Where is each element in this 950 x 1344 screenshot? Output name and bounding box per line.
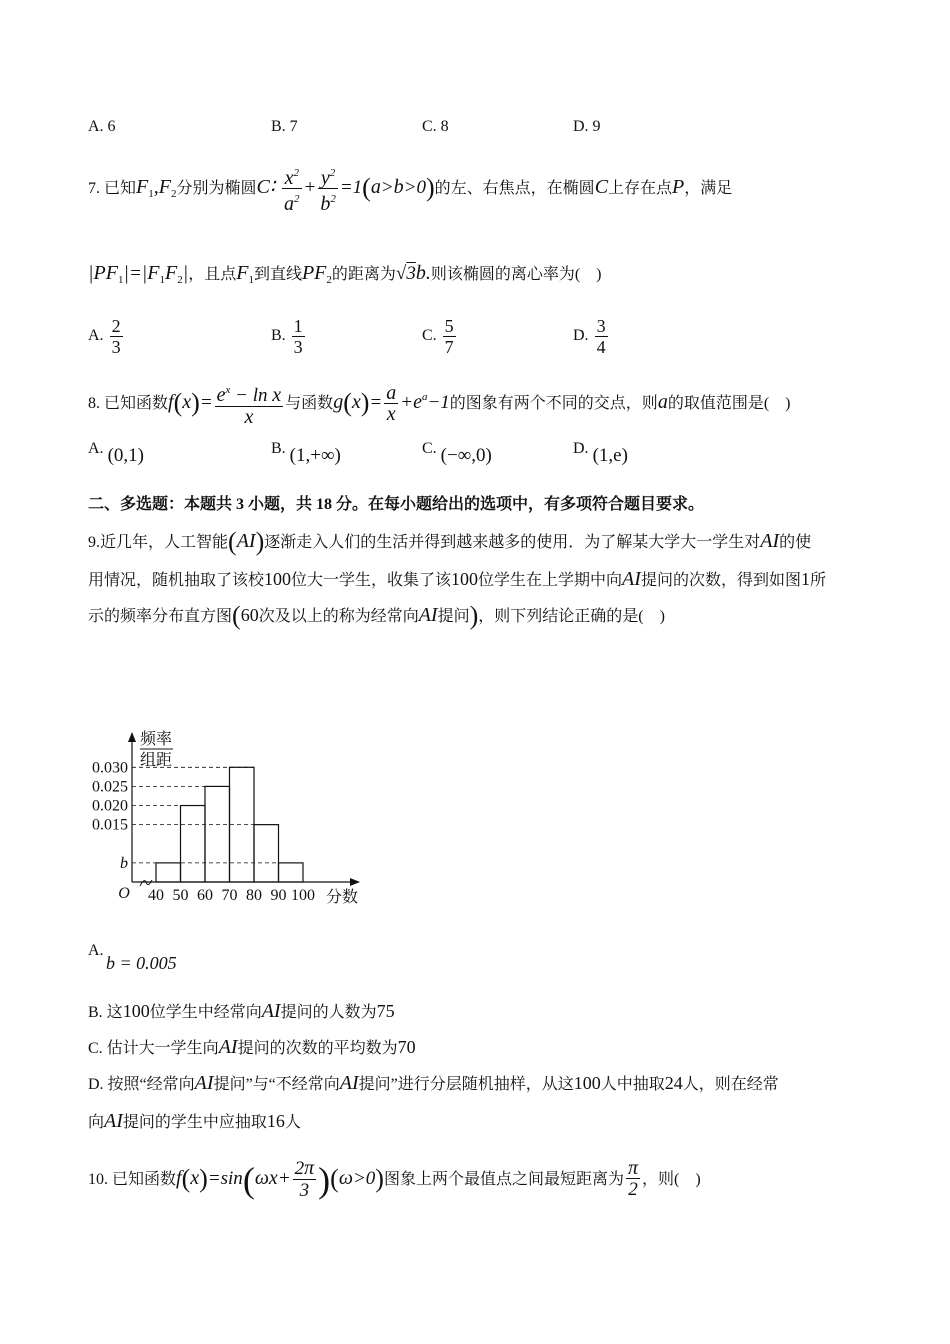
q9-ai: AI	[622, 568, 641, 590]
q9-ai: AI	[194, 1072, 214, 1094]
q7-text: 到直线	[253, 266, 302, 283]
q6-option-a[interactable]	[88, 116, 116, 138]
x-tick-label: 90	[270, 887, 287, 904]
q9-option-d-n16: 16	[266, 1111, 285, 1131]
q9-text: 逐渐走入人们的生活并得到越来越多的使用．为了解某大学大一学生对	[264, 534, 761, 551]
q9-text: 所	[809, 572, 826, 589]
q9-option-a[interactable]	[88, 940, 104, 972]
q7-option-b-den: 3	[293, 337, 303, 357]
axis-break-icon	[140, 880, 152, 886]
q9-option-d-text: 提问”与“不经常向	[213, 1076, 340, 1093]
q8-option-d[interactable]	[573, 438, 628, 468]
histogram-bar	[205, 786, 230, 882]
q10-number: 10.	[88, 1171, 108, 1188]
x-tick-label: 100	[291, 887, 315, 904]
q9-math-ai: (AI)	[228, 527, 265, 556]
q8-math-a: a	[657, 391, 668, 413]
q9-option-d-text: 向	[88, 1114, 105, 1131]
q9-option-c-text: 提问的次数的平均数为	[237, 1040, 398, 1057]
q9-ai: AI	[261, 1000, 281, 1022]
q6-option-d-text: D. 9	[573, 118, 601, 135]
q7-text: 的距离为	[331, 266, 396, 283]
y-tick-label: 0.030	[92, 759, 128, 777]
q9-text: 次及以上的称为经常向	[258, 608, 419, 625]
q7-math-ellipse: C∶ $\frac{x^2}{a^2}$ + $\frac{y^2}{b^2}$ =1(a>b>0)	[256, 176, 434, 198]
q9-n100: 100	[573, 1073, 601, 1093]
q7-option-d[interactable]	[573, 316, 610, 357]
q7-option-d-num: 3	[596, 316, 606, 336]
q9-option-d-text: D. 按照“经常向	[88, 1076, 195, 1093]
q9-option-c-text: C. 估计大一学生向	[88, 1040, 219, 1057]
q7-text: 的左、右焦点，在椭圆	[434, 180, 595, 197]
q7-math-pf1-eq: $|PF_1|=|F_1F_2|$	[88, 262, 189, 286]
q9-option-d-text: 人，则在经常	[682, 1076, 779, 1093]
q9-option-b[interactable]	[88, 998, 395, 1026]
x-axis-label: 分数	[325, 889, 359, 906]
x-tick-label: 70	[221, 887, 238, 904]
q7-option-c[interactable]	[422, 316, 458, 357]
q7-number: 7.	[88, 180, 100, 197]
q9-n100: 100	[122, 1001, 150, 1021]
q7-text: 上存在点	[608, 180, 673, 197]
q9-ai: AI	[236, 530, 256, 552]
q9-option-c[interactable]	[88, 1034, 416, 1062]
q10-text: 图象上两个最值点之间最短距离为	[383, 1171, 624, 1188]
q10-math-f: f(x)=sin(ωx+ $\frac{2\pi}{3}$ )(ω>0)	[176, 1156, 384, 1201]
y-axis-label-bottom: 组距	[139, 752, 173, 769]
q10-math-pi2: $\frac{\pi}{2}$	[627, 1157, 639, 1201]
q7-option-b[interactable]	[271, 316, 307, 357]
q9-number: 9.	[88, 534, 100, 551]
q9-text: 用情况，随机抽取了该校	[88, 572, 265, 589]
q8-text: 的图象有两个不同的交点，则	[449, 395, 658, 412]
q9-n60: 60	[240, 605, 259, 625]
q9-option-d-line1[interactable]	[88, 1070, 779, 1098]
q7-stem-line2	[88, 258, 602, 295]
q7-option-d-letter: D.	[573, 327, 589, 345]
q6-option-b[interactable]	[271, 116, 298, 138]
x-tick-label: 50	[172, 887, 189, 904]
q6-option-d[interactable]	[573, 116, 601, 138]
q9-option-b-number: 75	[376, 1001, 395, 1021]
y-tick-label: b	[120, 854, 128, 872]
q9-n100: 100	[451, 569, 479, 589]
q7-math-c: C	[594, 176, 609, 198]
q9-option-d-text: 人	[284, 1114, 301, 1131]
q7-option-b-num: 1	[293, 316, 303, 336]
q9-text: 近几年，人工智能	[100, 534, 229, 551]
q7-option-c-den: 7	[444, 337, 454, 357]
q8-math-f: f(x)= $\frac{e^x - \ln x}{x}$	[168, 391, 285, 413]
q9-stem-line2	[88, 566, 826, 594]
q8-option-c-value: (−∞,0)	[440, 445, 492, 466]
q6-option-b-text: B. 7	[271, 118, 298, 135]
q9-option-d-line2[interactable]	[88, 1108, 301, 1136]
q9-stem-line1	[88, 528, 811, 556]
q9-text: 的使	[779, 534, 812, 551]
q7-option-a-den: 3	[111, 337, 121, 357]
q8-stem	[88, 374, 790, 427]
y-axis-arrow-icon	[128, 732, 136, 742]
histogram-bar	[279, 863, 304, 882]
q9-ai: AI	[418, 604, 438, 626]
q8-number: 8.	[88, 395, 100, 412]
y-axis-label-top: 频率	[139, 731, 173, 748]
y-tick-label: 0.020	[92, 797, 128, 815]
q7-text: 已知	[104, 180, 137, 197]
q9-option-c-number: 70	[397, 1037, 416, 1057]
q9-text: ，则下列结论正确的是( )	[478, 608, 665, 625]
q8-option-a[interactable]	[88, 438, 144, 468]
q7-option-a-letter: A.	[88, 327, 104, 345]
x-tick-label: 80	[246, 887, 262, 904]
histogram-bar	[254, 825, 279, 882]
y-tick-label: 0.015	[92, 816, 128, 834]
q7-text: 则该椭圆的离心率为( )	[430, 266, 602, 283]
histogram-bar	[156, 863, 181, 882]
q6-option-a-text: A. 6	[88, 118, 116, 135]
q9-option-d-text: 人中抽取	[600, 1076, 665, 1093]
q7-option-c-letter: C.	[422, 327, 437, 345]
origin-label: O	[118, 885, 130, 902]
q9-option-d-text: 提问的学生中应抽取	[122, 1114, 267, 1131]
q7-option-b-letter: B.	[271, 327, 286, 345]
q9-option-d-n24: 24	[664, 1073, 683, 1093]
q9-ai: AI	[339, 1072, 359, 1094]
q7-text: 分别为椭圆	[176, 180, 257, 197]
q7-math-f1: $F_1$	[236, 262, 254, 286]
q8-option-b-value: (1,+∞)	[289, 445, 341, 466]
q7-text: ，且点	[188, 266, 237, 283]
q7-text: ，满足	[684, 180, 733, 197]
q10-text: 已知函数	[112, 1171, 177, 1188]
q9-option-d-text: 提问”进行分层随机抽样，从这	[358, 1076, 574, 1093]
section-2-title: 二、多选题：本题共 3 小题，共 18 分。在每小题给出的选项中，有多项符合题目要求。	[88, 496, 705, 513]
x-tick-label: 60	[197, 887, 213, 904]
q8-option-c-letter: C.	[422, 440, 437, 457]
q9-text: 提问	[437, 608, 470, 625]
q6-option-c[interactable]	[422, 116, 449, 138]
y-tick-label: 0.025	[92, 778, 128, 796]
q9-option-a-value: b = 0.005	[106, 953, 177, 973]
q7-option-d-den: 4	[596, 337, 606, 357]
q10-text: ，则( )	[642, 1171, 701, 1188]
q8-text: 已知函数	[104, 395, 169, 412]
q9-option-b-text: 位学生中经常向	[149, 1004, 262, 1021]
q8-option-b[interactable]	[271, 438, 341, 468]
x-tick-label: 40	[148, 887, 164, 904]
q8-option-c[interactable]	[422, 438, 492, 468]
q8-option-a-value: (0,1)	[107, 445, 144, 466]
frequency-histogram	[80, 720, 380, 915]
q7-option-a[interactable]	[88, 316, 125, 357]
q7-math-p: P	[672, 176, 685, 198]
q9-ai: AI	[218, 1036, 238, 1058]
q9-text: 示的频率分布直方图	[88, 608, 233, 625]
q8-math-g: g(x)= $\frac{a}{x}$ $+e^a-1$	[333, 381, 450, 425]
q9-option-a-letter: A.	[88, 942, 104, 959]
q9-text: 位大一学生，收集了该	[291, 572, 452, 589]
q8-text: 与函数	[285, 395, 334, 412]
x-axis-arrow-icon	[350, 878, 360, 886]
q9-stem-line3: 示的频率分布直方图(60次及以上的称为经常向AI提问)，则下列结论正确的是( )	[88, 601, 665, 630]
q9-ai: AI	[104, 1110, 123, 1132]
q7-math-f1f2: $F_1,F_2$	[136, 176, 177, 200]
histogram-bar	[181, 806, 206, 882]
q9-n100: 100	[264, 569, 292, 589]
q9-text: 提问的次数，得到如图	[640, 572, 801, 589]
q7-option-c-num: 5	[444, 316, 454, 336]
q8-option-a-letter: A.	[88, 440, 104, 457]
q9-option-b-text: 提问的人数为	[280, 1004, 377, 1021]
q7-stem-line1	[88, 162, 732, 219]
q7-option-a-num: 2	[111, 316, 121, 336]
q6-option-c-text: C. 8	[422, 118, 449, 135]
q8-option-b-letter: B.	[271, 440, 286, 457]
q7-math-sqrt3b: √3b.	[395, 262, 431, 284]
q9-n1: 1	[800, 569, 810, 589]
q9-text: 位学生在上学期中向	[478, 572, 623, 589]
q8-option-d-letter: D.	[573, 440, 589, 457]
q9-option-b-text: B. 这	[88, 1004, 123, 1021]
q9-option-a-value-box	[106, 952, 177, 976]
q8-text: 的取值范围是( )	[667, 395, 791, 412]
q10-stem	[88, 1152, 701, 1206]
q9-ai: AI	[760, 530, 780, 552]
q7-math-pf2: $PF_2$	[301, 262, 332, 286]
q8-option-d-value: (1,e)	[592, 445, 628, 466]
